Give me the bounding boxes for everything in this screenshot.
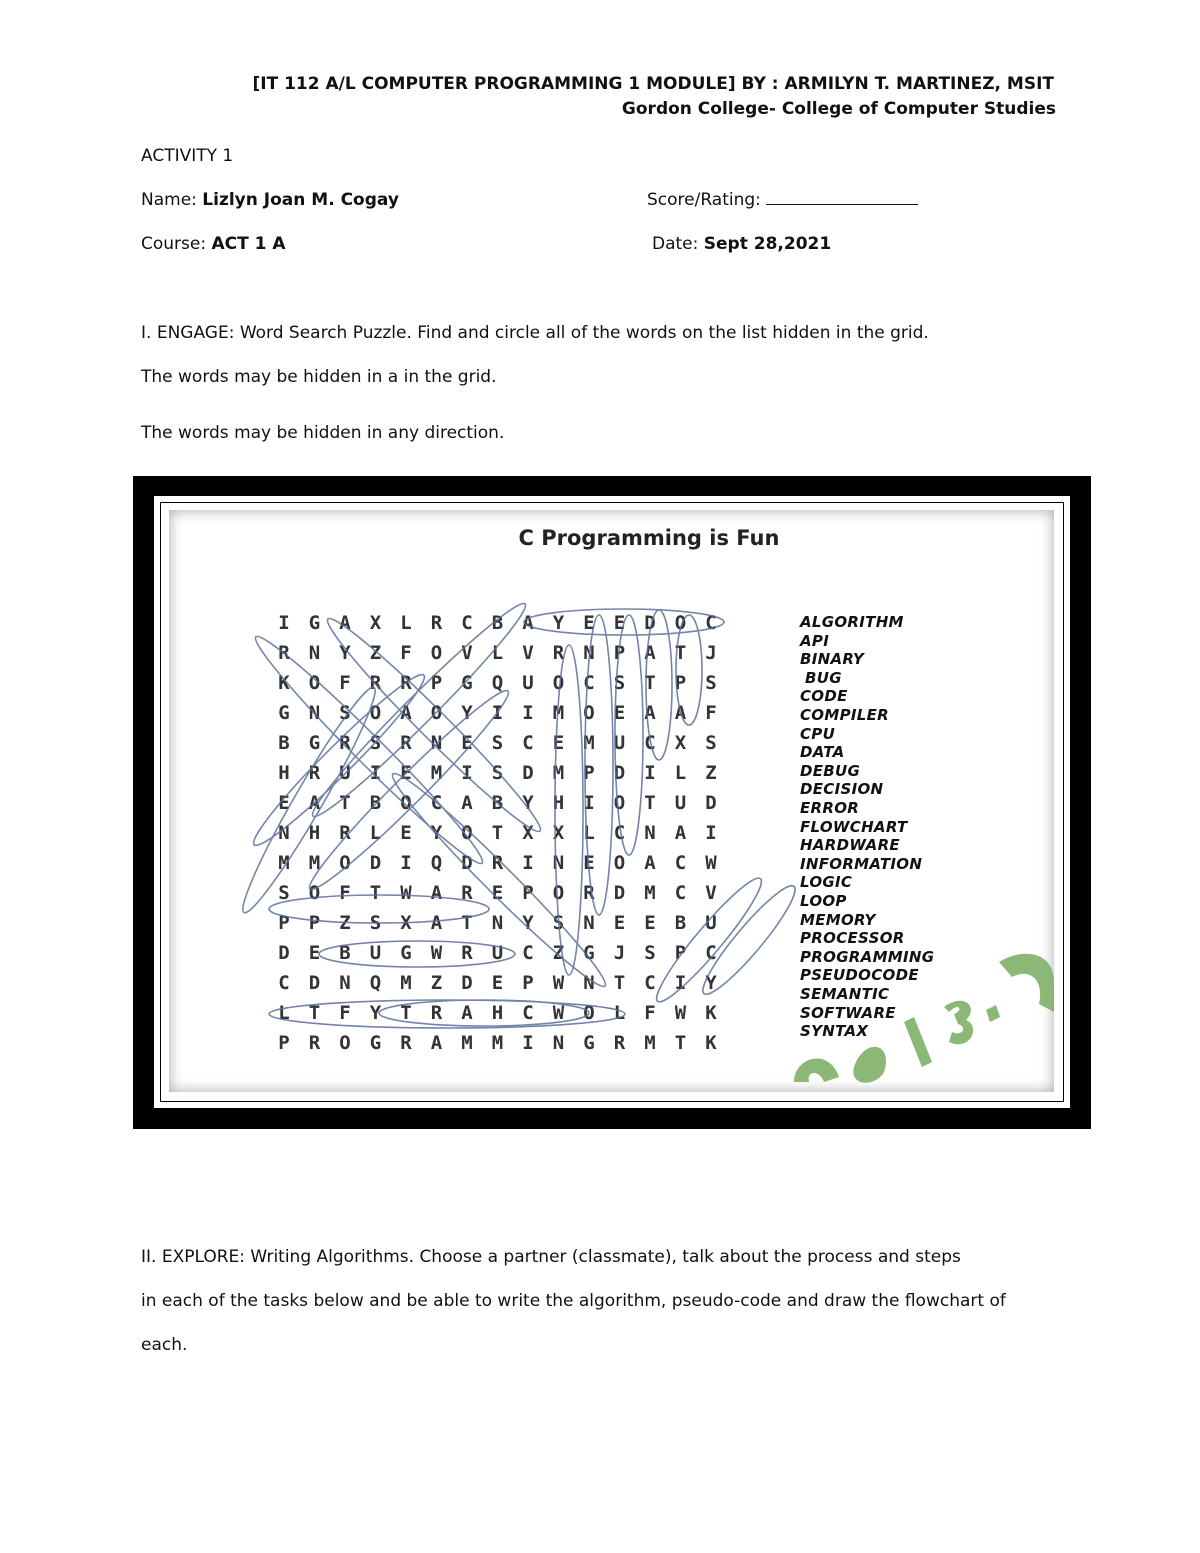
word-list-item: MEMORY <box>800 910 876 929</box>
grid-letter: C <box>644 732 656 754</box>
grid-letter: O <box>674 612 687 634</box>
grid-letter: S <box>491 762 504 784</box>
grid-letter: L <box>278 1002 290 1024</box>
grid-letter: R <box>339 732 351 754</box>
grid-letter: N <box>552 852 565 874</box>
grid-letter: A <box>461 792 473 814</box>
word-list-item: SEMANTIC <box>800 985 890 1003</box>
grid-letter: I <box>461 762 473 784</box>
grid-letter: M <box>583 732 595 754</box>
grid-letter: I <box>491 702 504 724</box>
grid-letter: N <box>308 702 321 724</box>
grid-letter: S <box>369 912 382 934</box>
grid-letter: Z <box>369 642 382 664</box>
grid-letter: U <box>369 942 382 964</box>
grid-letter: E <box>400 762 412 784</box>
grid-letter: Y <box>552 612 565 634</box>
explore-line-2: in each of the tasks below and be able to write the algorithm, pseudo-code and draw the flowchart of <box>141 1291 1006 1311</box>
grid-letter: E <box>491 882 504 904</box>
grid-letter: O <box>613 792 626 814</box>
grid-letter: A <box>674 822 687 844</box>
date-line <box>652 234 831 254</box>
grid-letter: C <box>522 1002 534 1024</box>
grid-letter: W <box>705 852 717 874</box>
grid-letter: I <box>278 612 290 634</box>
grid-letter: F <box>400 642 412 664</box>
grid-letter: E <box>400 822 412 844</box>
grid-letter: W <box>400 882 412 904</box>
grid-letter: P <box>430 672 443 694</box>
grid-letter: G <box>583 1032 595 1054</box>
grid-letter: Q <box>430 852 443 874</box>
explore-instruction: II. EXPLORE: Writing Algorithms. Choose a partner (classmate), talk about the process and steps <box>141 1247 961 1267</box>
grid-letter: A <box>430 912 443 934</box>
grid-letter: E <box>308 942 321 964</box>
grid-letter: I <box>400 852 412 874</box>
grid-letter: G <box>308 732 321 754</box>
grid-letter: N <box>583 642 595 664</box>
grid-letter: A <box>644 702 656 724</box>
grid-letter: Q <box>369 972 382 994</box>
grid-letter: C <box>705 612 717 634</box>
header-module-title: [IT 112 A/L COMPUTER PROGRAMMING 1 MODULE] BY : ARMILYN T. MARTINEZ, MSIT <box>252 74 1054 94</box>
grid-letter: X <box>400 912 412 934</box>
grid-letter: O <box>369 702 382 724</box>
grid-letter: E <box>613 702 626 724</box>
grid-letter: T <box>308 1002 321 1024</box>
word-list-item: BUG <box>805 668 842 687</box>
grid-letter: M <box>644 882 656 904</box>
grid-letter: S <box>613 672 626 694</box>
word-list-item: INFORMATION <box>800 854 923 873</box>
grid-letter: O <box>552 882 565 904</box>
grid-letter: U <box>522 672 534 694</box>
grid-letter: I <box>644 762 656 784</box>
grid-letter: P <box>522 972 534 994</box>
grid-letter: C <box>522 732 534 754</box>
grid-letter: H <box>552 792 565 814</box>
grid-letter: T <box>400 1002 412 1024</box>
grid-letter: S <box>705 672 717 694</box>
grid-letter: M <box>491 1032 504 1054</box>
grid-letter: E <box>613 612 626 634</box>
grid-letter: T <box>461 912 473 934</box>
grid-letter: R <box>308 762 321 784</box>
grid-letter: A <box>461 1002 473 1024</box>
grid-letter: R <box>583 882 595 904</box>
grid-letter: C <box>644 972 656 994</box>
grid-letter: G <box>308 612 321 634</box>
grid-letter: W <box>552 1002 565 1024</box>
grid-letter: U <box>339 762 351 784</box>
grid-letter: T <box>644 672 656 694</box>
grid-letter: N <box>583 972 595 994</box>
grid-letter: A <box>430 1032 443 1054</box>
word-list-item: ALGORITHM <box>800 613 904 631</box>
word-list-item: CPU <box>800 724 836 743</box>
grid-letter: P <box>278 912 290 934</box>
grid-letter: P <box>674 672 687 694</box>
grid-letter: R <box>491 852 504 874</box>
grid-letter: T <box>369 882 382 904</box>
engage-instruction: I. ENGAGE: Word Search Puzzle. Find and circle all of the words on the list hidden in the grid. <box>141 323 929 343</box>
word-list-item: COMPILER <box>800 706 890 724</box>
word-list-item: BINARY <box>800 650 865 669</box>
grid-letter: Y <box>430 822 443 844</box>
grid-letter: A <box>644 852 656 874</box>
grid-letter: U <box>705 912 717 934</box>
grid-letter: R <box>461 942 473 964</box>
grid-letter: D <box>369 852 382 874</box>
course-label: Course: <box>141 234 212 254</box>
grid-letter: N <box>491 912 504 934</box>
grid-letter: I <box>522 852 534 874</box>
grid-letter: C <box>613 822 626 844</box>
grid-letter: O <box>583 702 595 724</box>
grid-letter: D <box>705 792 717 814</box>
grid-letter: R <box>430 612 443 634</box>
grid-letter: E <box>278 792 290 814</box>
grid-letter: N <box>430 732 443 754</box>
grid-letter: T <box>339 792 351 814</box>
grid-letter: A <box>522 612 534 634</box>
grid-letter: E <box>583 612 595 634</box>
word-list-item: PSEUDOCODE <box>800 966 919 985</box>
grid-letter: G <box>369 1032 382 1054</box>
grid-letter: T <box>491 822 504 844</box>
grid-letter: B <box>491 612 504 634</box>
grid-letter: S <box>278 882 290 904</box>
grid-letter: D <box>613 882 626 904</box>
grid-letter: M <box>400 972 412 994</box>
grid-letter: O <box>461 822 473 844</box>
word-list-item: PROCESSOR <box>800 929 905 948</box>
grid-letter: J <box>613 942 626 964</box>
grid-letter: X <box>552 822 565 844</box>
grid-letter: E <box>583 852 595 874</box>
grid-letter: P <box>583 762 595 784</box>
grid-letter: I <box>674 972 687 994</box>
grid-letter: D <box>278 942 290 964</box>
course-value: ACT 1 A <box>211 234 286 254</box>
grid-letter: Y <box>461 702 473 724</box>
grid-letter: F <box>644 1002 656 1024</box>
grid-letter: P <box>613 642 626 664</box>
grid-letter: P <box>308 912 321 934</box>
grid-letter: O <box>339 1032 351 1054</box>
grid-letter: F <box>339 882 351 904</box>
grid-letter: U <box>613 732 626 754</box>
grid-letter: E <box>461 732 473 754</box>
name-line <box>141 190 399 210</box>
grid-letter: O <box>583 1002 595 1024</box>
grid-letter: H <box>308 822 321 844</box>
grid-letter: F <box>705 702 717 724</box>
grid-letter: L <box>583 822 595 844</box>
grid-letter: G <box>583 942 595 964</box>
grid-letter: C <box>430 792 443 814</box>
grid-letter: C <box>583 672 595 694</box>
grid-letter: P <box>522 882 534 904</box>
grid-letter: R <box>369 672 382 694</box>
grid-letter: A <box>674 702 687 724</box>
grid-letter: C <box>705 942 717 964</box>
name-value: Lizlyn Joan M. Cogay <box>202 190 399 210</box>
grid-letter: A <box>430 882 443 904</box>
grid-letter: A <box>644 642 656 664</box>
grid-letter: N <box>278 822 290 844</box>
grid-letter: C <box>674 852 687 874</box>
grid-letter: B <box>278 732 290 754</box>
grid-letter: G <box>400 942 412 964</box>
word-list-item: DECISION <box>800 780 884 799</box>
word-list-item: API <box>800 631 830 650</box>
score-label: Score/Rating: <box>647 190 767 210</box>
grid-letter: E <box>613 912 626 934</box>
grid-letter: R <box>339 822 351 844</box>
grid-letter: S <box>705 732 717 754</box>
grid-letter: J <box>705 642 717 664</box>
grid-letter: T <box>644 792 656 814</box>
grid-letter: Q <box>491 672 504 694</box>
grid-letter: X <box>522 822 534 844</box>
grid-letter: P <box>674 942 687 964</box>
grid-letter: O <box>430 702 443 724</box>
word-list-item: DEBUG <box>800 761 861 780</box>
activity-title: ACTIVITY 1 <box>141 146 234 166</box>
grid-letter: L <box>400 612 412 634</box>
grid-letter: N <box>339 972 351 994</box>
grid-letter: M <box>308 852 321 874</box>
grid-letter: D <box>522 762 534 784</box>
grid-letter: I <box>522 702 534 724</box>
grid-letter: E <box>644 912 656 934</box>
grid-letter: N <box>583 912 595 934</box>
grid-letter: T <box>674 1032 687 1054</box>
grid-letter: F <box>339 1002 351 1024</box>
grid-letter: Z <box>705 762 717 784</box>
grid-letter: E <box>552 732 565 754</box>
grid-letter: L <box>491 642 504 664</box>
grid-letter: A <box>339 612 351 634</box>
grid-letter: S <box>644 942 656 964</box>
grid-letter: G <box>461 672 473 694</box>
grid-letter: N <box>552 1032 565 1054</box>
word-search-puzzle <box>169 510 1054 1092</box>
word-list-item: SYNTAX <box>800 1022 869 1041</box>
grid-letter: I <box>369 762 382 784</box>
grid-letter: X <box>674 732 687 754</box>
grid-letter: K <box>705 1032 717 1054</box>
grid-letter: A <box>308 792 321 814</box>
grid-letter: X <box>369 612 382 634</box>
grid-letter: O <box>400 792 412 814</box>
grid-letter: S <box>369 732 382 754</box>
word-list-item: ERROR <box>800 799 860 817</box>
grid-letter: C <box>674 882 687 904</box>
explore-line-3: each. <box>141 1335 188 1355</box>
grid-letter: Y <box>339 642 351 664</box>
grid-letter: S <box>552 912 565 934</box>
grid-letter: M <box>430 762 443 784</box>
grid-letter: L <box>369 822 382 844</box>
grid-letter: I <box>583 792 595 814</box>
date-value: Sept 28,2021 <box>703 234 832 254</box>
grid-letter: Y <box>522 912 534 934</box>
grid-letter: V <box>705 882 717 904</box>
grid-letter: R <box>308 1032 321 1054</box>
grid-letter: B <box>674 912 687 934</box>
word-list-item: SOFTWARE <box>800 1003 896 1022</box>
grid-letter: P <box>278 1032 290 1054</box>
grid-letter: N <box>308 642 321 664</box>
grid-letter: Z <box>339 912 351 934</box>
grid-letter: R <box>400 672 412 694</box>
grid-letter: U <box>674 792 687 814</box>
word-list-item: CODE <box>800 687 848 706</box>
grid-letter: Z <box>430 972 443 994</box>
grid-letter: N <box>644 822 656 844</box>
word-list-item: DATA <box>800 743 845 762</box>
grid-letter: Y <box>705 972 717 994</box>
grid-letter: C <box>522 942 534 964</box>
grid-letter: M <box>461 1032 473 1054</box>
grid-letter: D <box>461 852 473 874</box>
grid-letter: M <box>644 1032 656 1054</box>
grid-letter: D <box>613 762 626 784</box>
grid-letter: W <box>674 1002 687 1024</box>
word-list-item: LOGIC <box>800 873 853 892</box>
grid-letter: K <box>705 1002 717 1024</box>
grid-letter: R <box>400 732 412 754</box>
grid-letter: L <box>613 1002 626 1024</box>
grid-letter: G <box>278 702 290 724</box>
grid-letter: M <box>278 852 290 874</box>
score-line <box>647 190 918 210</box>
grid-letter: K <box>278 672 290 694</box>
grid-letter: H <box>491 1002 504 1024</box>
grid-letter: Y <box>522 792 534 814</box>
grid-letter: S <box>491 732 504 754</box>
grid-letter: M <box>552 762 565 784</box>
grid-letter: L <box>674 762 687 784</box>
grid-letter: V <box>522 642 534 664</box>
grid-letter: T <box>674 642 687 664</box>
grid-letter: F <box>339 672 351 694</box>
grid-letter: B <box>491 792 504 814</box>
grid-letter: D <box>644 612 656 634</box>
grid-letter: C <box>278 972 290 994</box>
grid-letter: W <box>430 942 443 964</box>
word-list-item: FLOWCHART <box>800 817 908 836</box>
grid-letter: I <box>522 1032 534 1054</box>
word-list-item: PROGRAMMING <box>800 947 935 966</box>
grid-letter: R <box>613 1032 626 1054</box>
grid-letter: O <box>552 672 565 694</box>
name-label: Name: <box>141 190 203 210</box>
grid-letter: O <box>308 672 321 694</box>
grid-letter: B <box>369 792 382 814</box>
grid-letter: Y <box>369 1002 382 1024</box>
grid-letter: C <box>461 612 473 634</box>
grid-letter: O <box>613 852 626 874</box>
score-blank <box>766 190 918 205</box>
grid-letter: T <box>613 972 626 994</box>
grid-letter: R <box>461 882 473 904</box>
grid-letter: D <box>308 972 321 994</box>
grid-letter: R <box>552 642 565 664</box>
header-college: Gordon College- College of Computer Studies <box>621 99 1056 119</box>
course-line <box>141 234 286 254</box>
word-list-item: LOOP <box>800 892 847 910</box>
grid-letter: Z <box>552 942 565 964</box>
word-list-item: HARDWARE <box>800 836 900 855</box>
grid-letter: D <box>461 972 473 994</box>
grid-letter: U <box>491 942 504 964</box>
grid-letter: O <box>308 882 321 904</box>
grid-letter: S <box>339 702 351 724</box>
grid-letter: B <box>339 942 351 964</box>
puzzle-title: C Programming is Fun <box>518 526 780 550</box>
grid-letter: H <box>278 762 290 784</box>
grid-letter: O <box>339 852 351 874</box>
grid-letter: R <box>400 1032 412 1054</box>
engage-note-1: The words may be hidden in a in the grid. <box>141 367 497 387</box>
grid-letter: V <box>461 642 473 664</box>
grid-letter: R <box>278 642 290 664</box>
date-label: Date: <box>652 234 704 254</box>
grid-letter: A <box>400 702 412 724</box>
engage-note-2: The words may be hidden in any direction. <box>141 423 505 443</box>
grid-letter: R <box>430 1002 443 1024</box>
grid-letter: I <box>705 822 717 844</box>
grid-letter: M <box>552 702 565 724</box>
grid-letter: E <box>491 972 504 994</box>
grid-letter: O <box>430 642 443 664</box>
grid-letter: W <box>552 972 565 994</box>
